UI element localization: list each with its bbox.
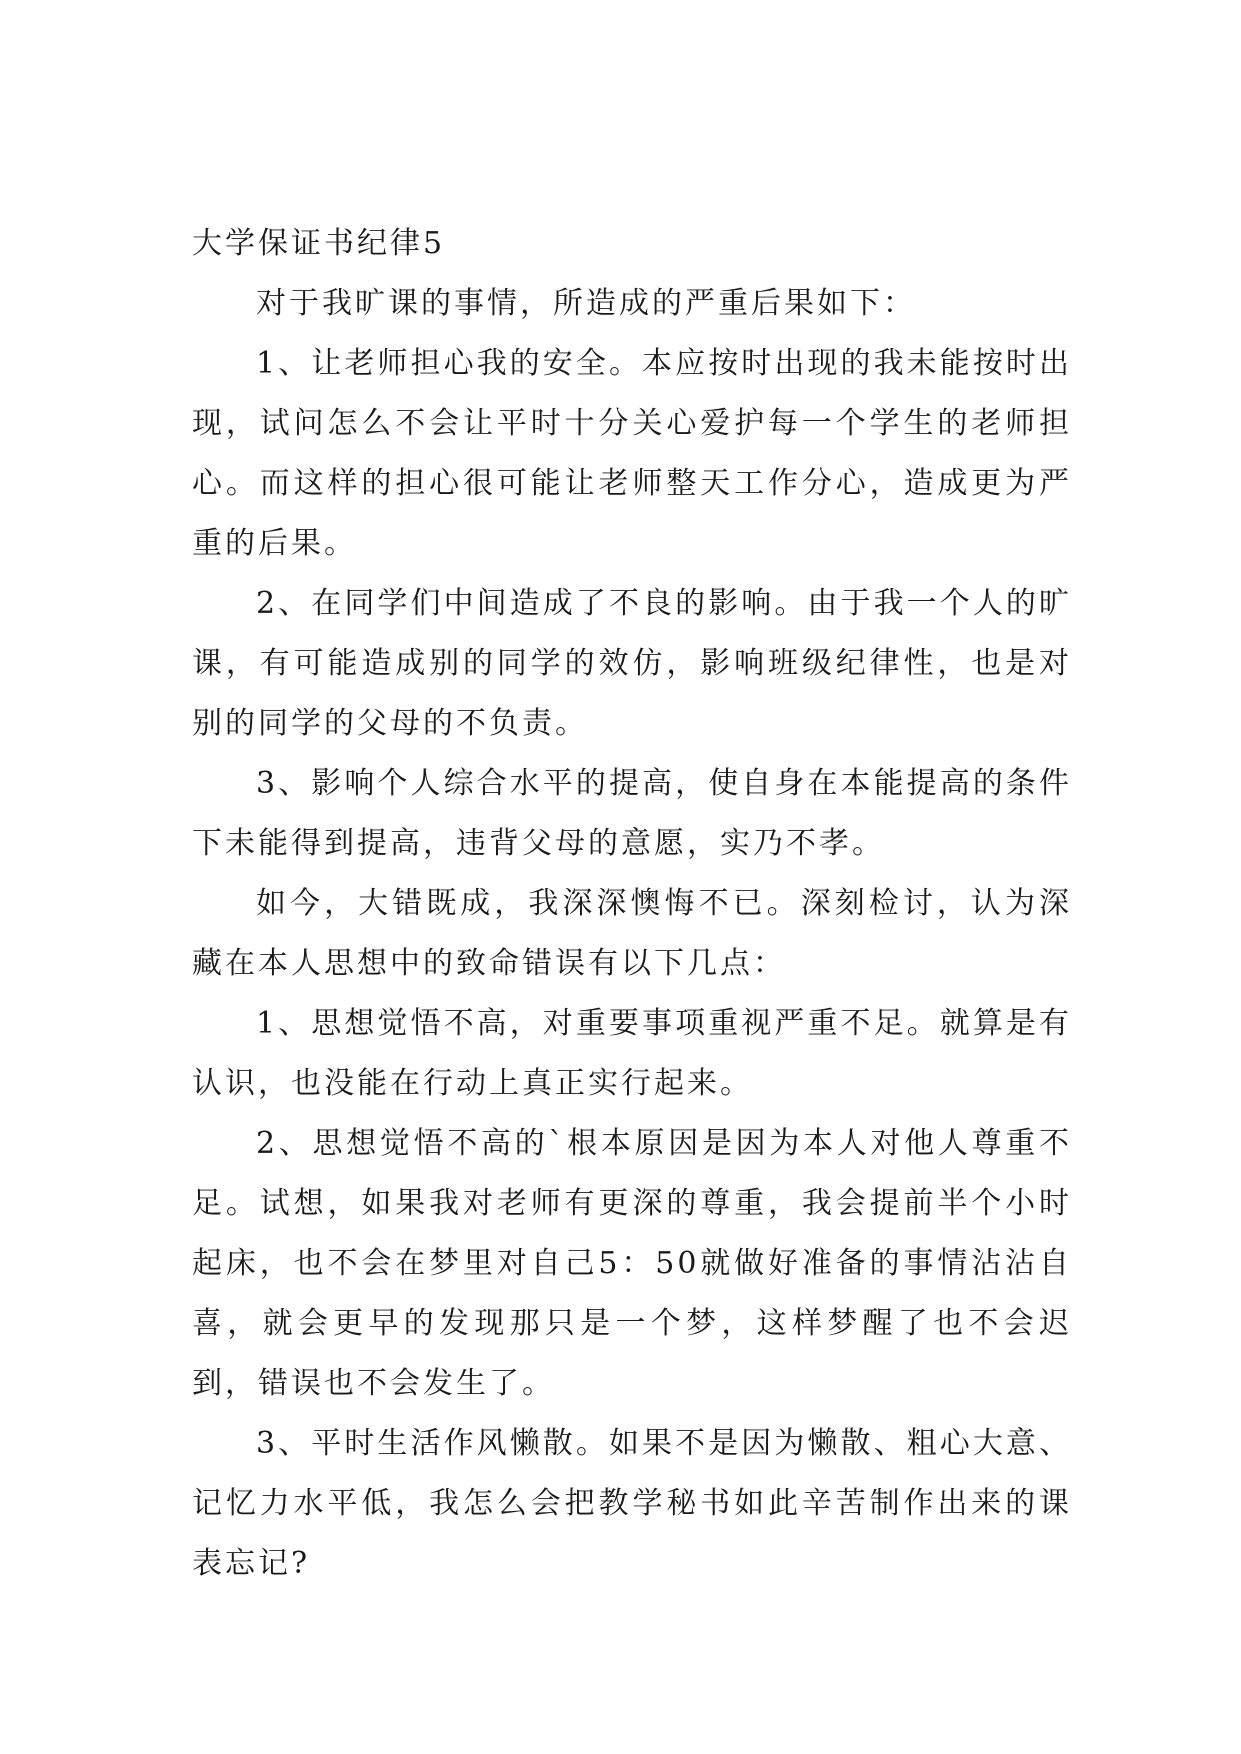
paragraph-error-1: 1、思想觉悟不高，对重要事项重视严重不足。就算是有认识，也没能在行动上真正实行起来。 <box>192 1006 1072 1101</box>
document-body <box>192 214 1072 1594</box>
paragraph-consequence-3: 3、影响个人综合水平的提高，使自身在本能提高的条件下未能得到提高，违背父母的意愿，实乃不孝。 <box>192 766 1072 861</box>
document-title: 大学保证书纪律5 <box>192 226 446 261</box>
paragraph-consequence-2: 2、在同学们中间造成了不良的影响。由于我一个人的旷课，有可能造成别的同学的效仿，影响班级纪律性，也是对别的同学的父母的不负责。 <box>192 586 1072 741</box>
paragraph-reflection: 如今，大错既成，我深深懊悔不已。深刻检讨，认为深藏在本人思想中的致命错误有以下几点： <box>192 886 1072 981</box>
paragraph-error-3: 3、平时生活作风懒散。如果不是因为懒散、粗心大意、记忆力水平低，我怎么会把教学秘书如此辛苦制作出来的课表忘记? <box>192 1426 1072 1581</box>
paragraph-intro: 对于我旷课的事情，所造成的严重后果如下： <box>256 286 916 321</box>
paragraph-error-2: 2、思想觉悟不高的`根本原因是因为本人对他人尊重不足。试想，如果我对老师有更深的尊重，我会提前半个小时起床，也不会在梦里对自己5：50就做好准备的事情沾沾自喜，就会更早的发现那只是一个梦，这样梦醒了也不会迟到，错误也不会发生了。 <box>192 1126 1072 1401</box>
paragraph-consequence-1: 1、让老师担心我的安全。本应按时出现的我未能按时出现，试问怎么不会让平时十分关心爱护每一个学生的老师担心。而这样的担心很可能让老师整天工作分心，造成更为严重的后果。 <box>192 346 1072 561</box>
